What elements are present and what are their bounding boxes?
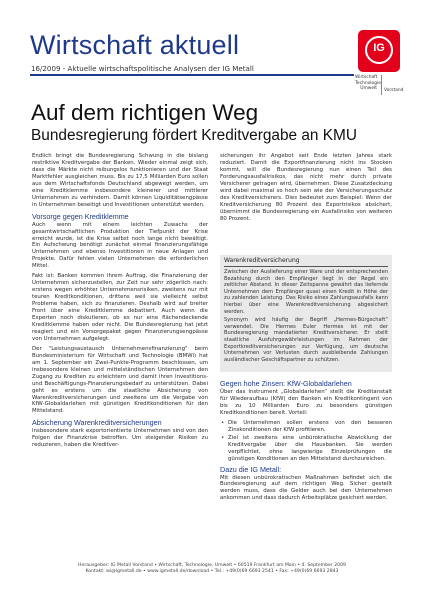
body-paragraph: Über das Instrument „Globaldarlehen“ stellt die Kreditanstalt für Wiederaufbau (KfW) den Banken ein Kreditkontingent von bis zu 10 Milliarden Euro zu besonders günstigen Kreditkonditionen bereit. Vorteil: [220, 389, 392, 416]
logo-text: IG [373, 42, 385, 54]
body-paragraph: Fakt ist: Banken kommen ihrem Auftrag, die Finanzierung der Unternehmen sicherzustellen, zur Zeit nur sehr zögerlich nach: erstens wegen erhöhter Unternehmensrisiken, zweitens nur mit teuren Kreditkonditionen, drittens weil sie vielleicht selbst Probleme haben, sich zu finanzieren. Deshalb wird auf breiter Front über eine Kreditklemme debattiert. Auch wenn die Experten noch diskutieren, ob es nur eine flächendeckende Kreditklemme haben oder nicht. Die Bundesregierung hat jetzt reagiert und ein Vorsorgepaket gegen Finanzierungsengpässe von Unternehmen aufgelegt. [32, 273, 208, 342]
body-paragraph: Mit diesen unbürokratischen Maßnahmen befindet sich die Bundesregierung auf dem richtigen Weg. Sicher gestellt werden muss, dass die Gelder auch bei den Unternehmen ankommen und dass dadurch Arbeitsplätze gesichert werden. [220, 474, 392, 502]
footer [0, 563, 424, 575]
info-box-title: Warenkreditversicherung [224, 257, 300, 264]
right-column-bottom [220, 377, 392, 505]
info-box-text [224, 269, 388, 365]
right-column-top [220, 153, 392, 226]
logo-line: Technologie [355, 80, 381, 86]
body-paragraph: Der "Leistungsaustausch Unternehmensfinanzierung" beim Bundesministerium für Wirtschaft und Technologie (BMWi) hat am 1. September ein Zwei-Punkte-Programm beschlossen, um insbesondere kleinen und mittelständischen Unternehmen den Zugang zu Krediten zu erleichtern und damit ihren Investitions- und Beschäftigungs-Finanzierungsbedarf zu unterstützen. Dabei geht es erstens um die staatliche Absicherung von Warenkreditversicherungen und zweitens um die Vergabe von KfW-Globaldarlehen mit günstigen Kreditkonditionen für den Mittelstand. [32, 345, 208, 415]
intro-paragraph: Endlich bringt die Bundesregierung Schwung in die bislang restriktive Kreditvergabe der Banken. Wieder einmal zeigt sich, dass die Märkte nicht reibungslos funktionieren und der Staat Marktfehler ausgleichen muss. Bis zu 17,5 Milliarden Euro sollen aus dem Wirtschaftsfonds Deutschland abgewegt werden, um eine Kreditklemme insbesondere kleinerer und mittlerer Unternehmen zu verhindern. Damit können Liquiditätsengpässe in Unternehmen beseitigt und Investitionen unterstützt werden. [32, 153, 208, 208]
header-rule [30, 74, 354, 76]
bullet-item: • Ziel ist zweitens eine unbürokratische Abwicklung der Kreditvergabe über die Hausbanken. Sie werden verpflichtet, ohne langwierige Einzelprüfungen die günstigen Konditionen an den Mittelstand durchzureichen. [220, 435, 392, 463]
section-heading: Vorsorge gegen Kreditklemme [32, 211, 129, 221]
logo-department [355, 75, 381, 92]
logo-line: Wirtschaft [355, 75, 378, 80]
body-paragraph: sicherungen ihr Angebot seit Ende letzten Jahres stark reduziert. Damit die Exportfinanzierung nicht ins Stocken kommt, will die Bundesregierung nun einen Teil des Forderungsausfallrisikos, das nicht mehr durch private Versicherer getragen wird, übernehmen. Diese Zusatzdeckung wird dabei maximal so hoch sein wie der Versicherungsschutz des Kreditversicherers. Dies bedeutet zum Beispiel: Wenn der Kreditversicherung 80 Prozent des Exportrisikos absichert, übernimmt die Bundesregierung ein Ausfallrisiko von weiteren 80 Prozent. [220, 153, 392, 222]
newsletter-title: Wirtschaft aktuell [30, 30, 240, 60]
bullet-item: • Die Unternehmen sollen erstens von den besseren Zinskonditionen der KfW profitieren. [220, 420, 392, 434]
section-heading: Dazu die IG Metall: [220, 464, 282, 474]
newsletter-subtitle: 16/2009 - Aktuelle wirtschaftspolitische Analysen der IG Metall [31, 64, 254, 73]
footer-contact: Kontakt: wi@igmetall.de • www.igmetall.de/download • Tel.: +49(0)69 6693 2541 • Fax: +49(0)69 6693 2843 [85, 569, 339, 575]
logo-vorstand: Vorstand [384, 88, 404, 93]
body-paragraph: Insbesondere stark exportorientierte Unternehmen sind von den Folgen der Finanzkrise betroffen. Um steigender Risiken zu reduzieren, haben die Kreditver- [32, 428, 208, 449]
body-paragraph: Auch wenn mit einem leichten Zuwachs der gesamtwirtschaftlichen Produktion der Tiefpunkt der Krise erreicht wurde, ist die Krise selbst noch lange nicht bewältigt. Ein Aufschwung benötigt zunächst einmal finanzierungsfähige Unternehmen und ebenso Investitionen in neue Anlagen und Projekte. Dafür fehlen vielen Unternehmen die erforderlichen Mittel. [32, 221, 208, 270]
info-box-rule [224, 266, 388, 267]
logo-line: Umwelt [360, 86, 377, 92]
left-column [32, 153, 208, 452]
box-paragraph: Synonym wird häufig der Begriff „Hermes-Bürgschaft“ verwendet. Die Hermes Euler Hermes ist mit der Bundesregierung mandatierter Kreditversicherer. Er stellt staatliche Ausfuhrgewährleistungen im Rahmen der Exportkreditversicherungen zur Verfügung, um deutsche Unternehmen vor Verlusten durch ausbleibende Zahlungen ausländischer Geschäftspartner zu schützen. [224, 317, 388, 363]
article-subheadline: Bundesregierung fördert Kreditvergabe an KMU [31, 127, 357, 144]
box-paragraph: Zwischen der Auslieferung einer Ware und der entsprechenden Bezahlung durch den Empfänger liegt in der Regel ein zeitlicher Abstand. In dieser Zeitspanne gewährt das liefernde Unternehmen dem Empfänger quasi einen Kredit in Höhe der zu zahlenden Leistung. Das Risiko eines Zahlungsausfalls kann hierbei über eine Warenkreditversicherung abgesichert werden. [224, 269, 388, 315]
section-heading: Gegen hohe Zinsen: KfW-Globaldarlehen [220, 379, 352, 388]
article-headline: Auf dem richtigen Weg [31, 100, 259, 125]
ig-metall-logo [358, 30, 400, 72]
footer-publisher: Herausgeber: IG Metall Vorstand • Wirtschaft, Technologie, Umwelt • 60519 Frankfurt am Main • 4. September 2009 [78, 563, 346, 568]
logo-separator [381, 75, 382, 95]
section-heading: Absicherung Warenkreditversicherungen [32, 418, 162, 428]
bullet-list [220, 420, 392, 463]
